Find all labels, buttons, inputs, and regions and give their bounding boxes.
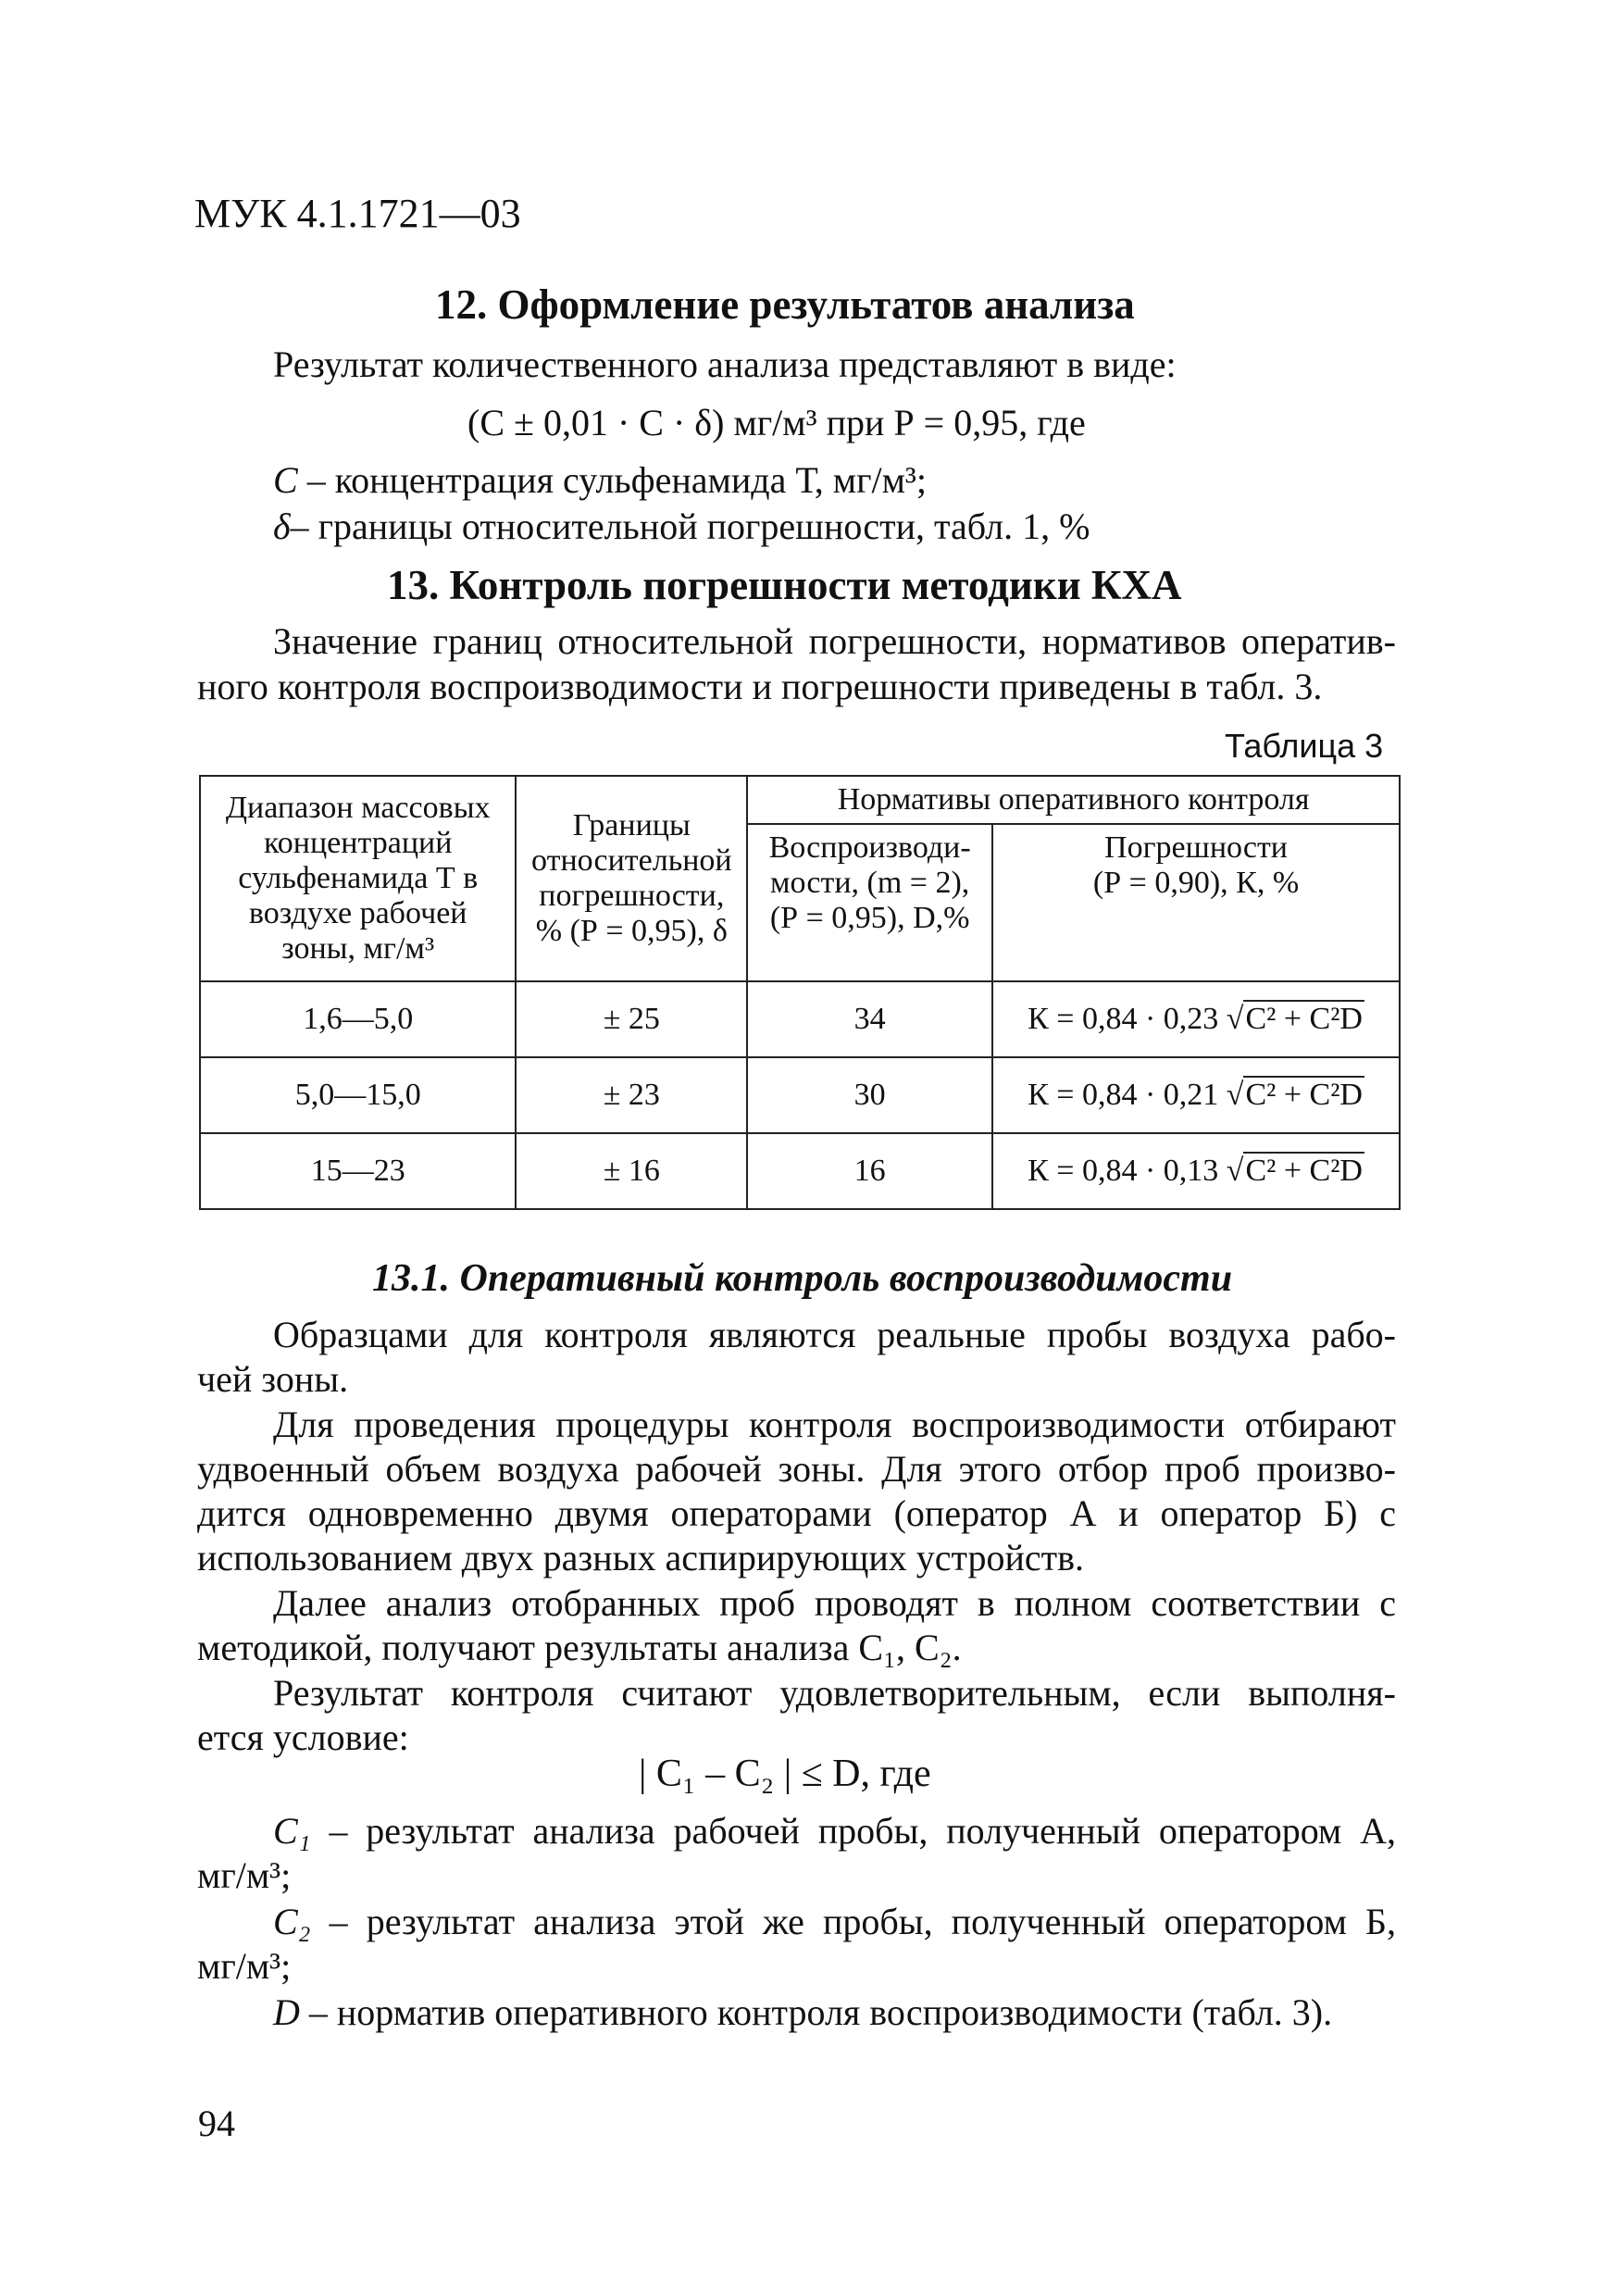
header-concentration-range: Диапазон массовых концентраций сульфенамида Т в воздухе рабочей зоны, мг/м³: [200, 776, 516, 981]
cell-bound: ± 25: [516, 981, 747, 1057]
definition-c2: C₂ – результат анализа этой же пробы, полученный оператором Б,: [273, 1901, 1396, 1942]
header-control-norms: Нормативы оперативного контроля: [747, 776, 1400, 824]
definition-delta-text: – границы относительной погрешности, табл. 1, %: [290, 505, 1090, 547]
cell-range: 15—23: [200, 1133, 516, 1209]
header-error: Погрешности (Р = 0,90), К, %: [992, 824, 1400, 981]
cell-k-formula: К = 0,84 · 0,13 √C² + C²D: [992, 1133, 1400, 1209]
p1-line2: чей зоны.: [197, 1358, 349, 1400]
cell-range: 5,0—15,0: [200, 1057, 516, 1133]
definition-d: D – норматив оперативного контроля воспроизводимости (табл. 3).: [273, 1991, 1333, 2033]
definition-delta: [273, 505, 1090, 549]
p3-line1: Далее анализ отобранных проб проводят в полном соответствии с: [273, 1582, 1396, 1624]
table-label: Таблица 3: [1225, 727, 1384, 765]
p1-line1: Образцами для контроля являются реальные пробы воздуха рабо-: [273, 1314, 1396, 1355]
cell-bound: ± 23: [516, 1057, 747, 1133]
section-13-1-title: 13.1. Оперативный контроль воспроизводимости: [372, 1257, 1233, 1300]
table-row: [200, 1133, 1400, 1209]
definition-c1-unit: мг/м³;: [197, 1854, 292, 1896]
p2-line1: Для проведения процедуры контроля воспроизводимости отбирают: [273, 1404, 1396, 1445]
section-12-intro: Результат количественного анализа представляют в виде:: [273, 343, 1177, 385]
p4-line2: ется условие:: [197, 1716, 409, 1758]
table-row: [200, 981, 1400, 1057]
p2-line3: дится одновременно двумя операторами (оператор А и оператор Б) с: [197, 1492, 1396, 1534]
symbol-c: С: [273, 459, 298, 501]
table-row: [200, 1057, 1400, 1133]
cell-repro: 16: [747, 1133, 992, 1209]
cell-repro: 30: [747, 1057, 992, 1133]
cell-range: 1,6—5,0: [200, 981, 516, 1057]
result-formula: (С ± 0,01 · С · δ) мг/м³ при Р = 0,95, где: [467, 402, 1086, 443]
definition-c2-unit: мг/м³;: [197, 1945, 292, 1987]
document-code: МУК 4.1.1721—03: [194, 191, 521, 236]
cell-repro: 34: [747, 981, 992, 1057]
page-number: 94: [198, 2103, 235, 2144]
condition-formula: | C₁ – C₂ | ≤ D, где: [639, 1753, 931, 1795]
cell-bound: ± 16: [516, 1133, 747, 1209]
section-13-paragraph-line1: Значение границ относительной погрешности, нормативов оператив-: [273, 620, 1396, 662]
section-13-title: 13. Контроль погрешности методики КХА: [387, 562, 1182, 608]
table-header-row-1: [200, 776, 1400, 824]
cell-k-formula: К = 0,84 · 0,23 √C² + C²D: [992, 981, 1400, 1057]
definition-c-text: – концентрация сульфенамида Т, мг/м³;: [297, 459, 928, 501]
definition-c1: C₁ – результат анализа рабочей пробы, полученный оператором А,: [273, 1810, 1396, 1852]
definition-c: [273, 458, 927, 503]
p2-line2: удвоенный объем воздуха рабочей зоны. Для этого отбор проб произво-: [197, 1448, 1396, 1490]
header-reproducibility: Воспроизводи- мости, (m = 2), (Р = 0,95), D,%: [747, 824, 992, 981]
p4-line1: Результат контроля считают удовлетворительным, если выполня-: [273, 1672, 1396, 1714]
table-3: [199, 775, 1401, 1210]
cell-k-formula: К = 0,84 · 0,21 √C² + C²D: [992, 1057, 1400, 1133]
section-13-paragraph-line2: ного контроля воспроизводимости и погрешности приведены в табл. 3.: [197, 666, 1323, 707]
symbol-delta: δ: [273, 505, 291, 547]
section-12-title: 12. Оформление результатов анализа: [435, 281, 1135, 328]
header-error-bounds: Границы относительной погрешности, % (Р = 0,95), δ: [516, 776, 747, 981]
p2-line4: использованием двух разных аспирирующих устройств.: [197, 1537, 1085, 1578]
p3-line2: методикой, получают результаты анализа C₁, C₂.: [197, 1627, 962, 1668]
